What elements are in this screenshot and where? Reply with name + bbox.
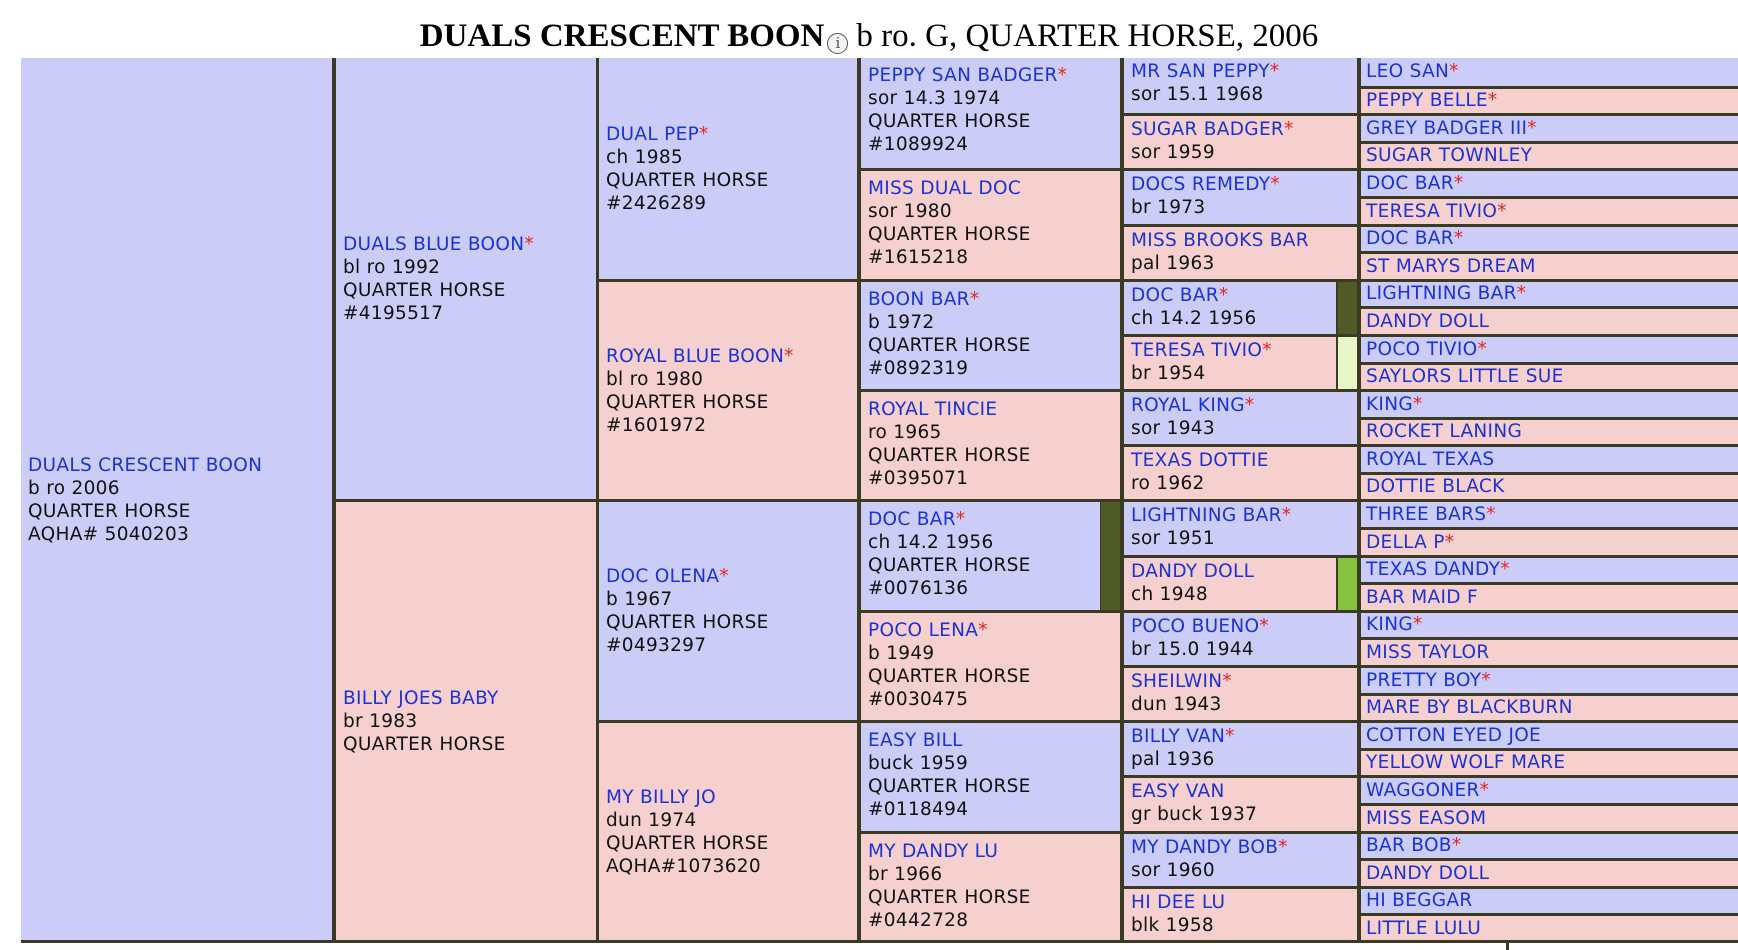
horse-color-year: b ro 2006 bbox=[28, 477, 120, 499]
horse-name-line bbox=[868, 398, 1120, 421]
horse-breed: QUARTER HORSE bbox=[343, 734, 506, 755]
ancestor-cell-gen5-st-marys-dream bbox=[1361, 254, 1738, 279]
horse-name-link[interactable]: SUGAR TOWNLEY bbox=[1366, 145, 1533, 166]
ancestor-cell-gen5-texas-dandy bbox=[1361, 558, 1738, 582]
horse-name-line bbox=[868, 177, 1120, 200]
registered-star-marker: * bbox=[1278, 837, 1288, 858]
horse-name-link[interactable]: DUAL PEP bbox=[606, 123, 700, 145]
ancestor-cell-gen3-peppy-san-badger bbox=[861, 58, 1120, 168]
horse-name-link[interactable]: DOC OLENA bbox=[606, 566, 720, 587]
inbreeding-indicator-bar bbox=[1338, 337, 1357, 389]
horse-name-link[interactable]: DANDY DOLL bbox=[1131, 561, 1255, 582]
horse-registration-number: #0030475 bbox=[868, 689, 969, 710]
ancestor-cell-gen4-texas-dottie bbox=[1124, 447, 1357, 499]
horse-name-link[interactable]: TEXAS DOTTIE bbox=[1131, 450, 1269, 471]
horse-name-line bbox=[1366, 366, 1564, 388]
horse-name-link[interactable]: HI DEE LU bbox=[1131, 892, 1226, 913]
ancestor-cell-gen4-easy-van bbox=[1124, 778, 1357, 831]
horse-name-link[interactable]: LIGHTNING BAR bbox=[1366, 283, 1517, 304]
ancestor-cell-gen3-my-dandy-lu bbox=[861, 834, 1120, 941]
horse-breed: QUARTER HORSE bbox=[606, 391, 769, 413]
title-horse-details: b ro. G, QUARTER HORSE, 2006 bbox=[856, 18, 1319, 54]
horse-breed: QUARTER HORSE bbox=[868, 887, 1031, 908]
horse-name-line bbox=[606, 123, 857, 146]
horse-name-line bbox=[1366, 697, 1573, 719]
horse-name-link[interactable]: MISS DUAL DOC bbox=[868, 178, 1022, 199]
inbreeding-indicator-bar bbox=[1338, 558, 1357, 610]
horse-name-line bbox=[1131, 560, 1336, 583]
ancestor-cell-gen5-poco-tivio bbox=[1361, 337, 1738, 362]
horse-name-line bbox=[343, 687, 596, 710]
horse-name-line bbox=[1366, 532, 1454, 554]
ancestor-cell-gen2-dual-pep bbox=[599, 58, 857, 279]
registered-star-marker: * bbox=[1412, 614, 1423, 635]
horse-breed: QUARTER HORSE bbox=[868, 224, 1031, 245]
horse-name-link[interactable]: HI BEGGAR bbox=[1366, 890, 1473, 911]
horse-color-year: sor 14.3 1974 bbox=[868, 88, 1001, 109]
horse-name-line bbox=[1366, 90, 1497, 112]
horse-name-link[interactable]: MISS TAYLOR bbox=[1366, 641, 1490, 663]
horse-color-year: dun 1943 bbox=[1131, 694, 1222, 715]
registered-star-marker: * bbox=[1453, 228, 1464, 249]
horse-name-line bbox=[1131, 725, 1357, 748]
registered-star-marker: * bbox=[1262, 340, 1272, 361]
ancestor-cell-gen5-grey-badger-iii bbox=[1361, 116, 1738, 141]
horse-name-link[interactable]: SUGAR BADGER bbox=[1131, 119, 1285, 140]
horse-color-year: b 1967 bbox=[606, 589, 673, 610]
horse-breed: QUARTER HORSE bbox=[868, 445, 1031, 466]
horse-breed: QUARTER HORSE bbox=[868, 666, 1031, 687]
ancestor-cell-gen3-boon-bar bbox=[861, 282, 1120, 389]
horse-name-link[interactable]: LITTLE LULU bbox=[1366, 917, 1482, 939]
pedigree-chart bbox=[21, 58, 1738, 943]
registered-star-marker: * bbox=[969, 289, 980, 310]
title-horse-name: DUALS CRESCENT BOON bbox=[419, 18, 825, 54]
horse-color-year: sor 1959 bbox=[1131, 142, 1215, 163]
horse-name-link[interactable]: DANDY DOLL bbox=[1366, 310, 1490, 332]
horse-breed: QUARTER HORSE bbox=[868, 555, 1031, 576]
horse-name-line bbox=[868, 508, 1100, 531]
horse-name-link[interactable]: PEPPY SAN BADGER bbox=[868, 65, 1058, 86]
registered-star-marker: * bbox=[1497, 200, 1507, 222]
horse-name-link[interactable]: GREY BADGER III bbox=[1366, 117, 1528, 139]
ancestor-cell-gen5-miss-taylor bbox=[1361, 640, 1738, 665]
ancestor-cell-gen5-cotton-eyed-joe bbox=[1361, 723, 1738, 748]
registered-star-marker: * bbox=[1284, 119, 1294, 140]
registered-star-marker: * bbox=[1481, 669, 1491, 691]
horse-name-line bbox=[868, 840, 1120, 863]
ancestor-cell-gen4-hi-dee-lu bbox=[1124, 889, 1357, 941]
horse-name-line bbox=[1131, 615, 1357, 638]
horse-color-year: sor 1960 bbox=[1131, 860, 1215, 881]
horse-color-year: ch 14.2 1956 bbox=[868, 532, 994, 553]
ancestor-cell-gen4-miss-brooks-bar bbox=[1124, 227, 1357, 279]
inbreeding-indicator-bar bbox=[1338, 282, 1357, 334]
ancestor-cell-gen4-lightning-bar bbox=[1124, 502, 1357, 555]
horse-color-year: sor 1980 bbox=[868, 201, 952, 222]
ancestor-cell-gen5-dottie-black bbox=[1361, 475, 1738, 499]
horse-name-link[interactable]: LIGHTNING BAR bbox=[1131, 505, 1282, 526]
ancestor-cell-gen5-saylors-little-sue bbox=[1361, 365, 1738, 389]
horse-name-line bbox=[1366, 835, 1461, 857]
registered-star-marker: * bbox=[1057, 65, 1068, 86]
horse-name-line bbox=[1366, 449, 1494, 471]
ancestor-cell-gen5-king bbox=[1361, 392, 1738, 417]
horse-color-year: ch 1948 bbox=[1131, 584, 1208, 605]
horse-registration-number: #1601972 bbox=[606, 414, 707, 436]
horse-name-link[interactable]: TERESA TIVIO bbox=[1131, 340, 1263, 361]
page-title bbox=[0, 18, 1738, 55]
horse-color-year: buck 1959 bbox=[868, 753, 969, 774]
ancestor-cell-gen5-bar-bob bbox=[1361, 834, 1738, 858]
horse-name-line bbox=[28, 454, 332, 477]
horse-name-line bbox=[1366, 642, 1490, 664]
horse-name-link[interactable]: DUALS BLUE BOON bbox=[343, 233, 525, 255]
horse-name-link[interactable]: BILLY JOES BABY bbox=[343, 688, 499, 709]
registered-star-marker: * bbox=[1449, 61, 1459, 82]
registered-star-marker: * bbox=[1451, 835, 1462, 856]
horse-name-line bbox=[1131, 229, 1357, 252]
horse-name-line bbox=[1366, 670, 1491, 692]
horse-registration-number: #1615218 bbox=[868, 247, 969, 268]
horse-name-line bbox=[606, 786, 857, 809]
ancestor-cell-gen5-yellow-wolf-mare bbox=[1361, 751, 1738, 775]
registered-star-marker: * bbox=[955, 509, 966, 530]
horse-name-link[interactable]: BILLY VAN bbox=[1131, 726, 1226, 747]
horse-color-year: blk 1958 bbox=[1131, 915, 1214, 936]
horse-registration-number: #0442728 bbox=[868, 910, 969, 931]
horse-name-link[interactable]: ST MARYS DREAM bbox=[1366, 255, 1536, 277]
bottom-divider bbox=[21, 940, 1738, 943]
registered-star-marker: * bbox=[524, 233, 534, 255]
registered-star-marker: * bbox=[1259, 616, 1269, 637]
horse-name-link[interactable]: DOC BAR bbox=[1131, 285, 1219, 306]
horse-name-link[interactable]: BAR BOB bbox=[1366, 835, 1452, 856]
horse-name-link[interactable]: LEO SAN bbox=[1366, 61, 1450, 82]
ancestor-cell-gen4-poco-bueno bbox=[1124, 613, 1357, 665]
horse-color-year: b 1972 bbox=[868, 312, 935, 333]
ancestor-cell-gen2-my-billy-jo bbox=[599, 723, 857, 941]
horse-color-year: br 1973 bbox=[1131, 197, 1206, 218]
horse-name-link[interactable]: SAYLORS LITTLE SUE bbox=[1366, 366, 1564, 387]
ancestor-cell-gen3-doc-bar bbox=[861, 502, 1100, 610]
horse-name-line bbox=[1131, 60, 1357, 83]
horse-name-line bbox=[1366, 504, 1496, 526]
horse-registration-number: #0395071 bbox=[868, 468, 969, 489]
horse-registration-number: #0076136 bbox=[868, 578, 969, 599]
horse-name-line bbox=[1366, 614, 1423, 636]
ancestor-cell-gen4-sheilwin bbox=[1124, 668, 1357, 720]
horse-name-link[interactable]: ROYAL KING bbox=[1131, 395, 1245, 416]
horse-name-line bbox=[868, 729, 1120, 752]
horse-breed: QUARTER HORSE bbox=[606, 833, 769, 854]
horse-name-link[interactable]: MY DANDY LU bbox=[868, 841, 999, 862]
horse-name-line bbox=[343, 233, 596, 256]
horse-name-line bbox=[1366, 311, 1489, 333]
horse-name-line bbox=[1366, 173, 1463, 195]
registered-star-marker: * bbox=[1453, 172, 1464, 194]
ancestor-cell-gen3-poco-lena bbox=[861, 613, 1120, 720]
horse-name-line bbox=[868, 619, 1120, 642]
horse-name-link[interactable]: MY BILLY JO bbox=[606, 787, 716, 808]
ancestor-cell-gen4-teresa-tivio bbox=[1124, 337, 1336, 389]
horse-breed: QUARTER HORSE bbox=[868, 111, 1031, 132]
bottom-divider-tick bbox=[1506, 940, 1509, 950]
registered-star-marker: * bbox=[1412, 393, 1423, 415]
ancestor-cell-gen5-peppy-belle bbox=[1361, 89, 1738, 113]
ancestor-cell-gen3-easy-bill bbox=[861, 723, 1120, 831]
ancestor-cell-gen2-doc-olena bbox=[599, 502, 857, 720]
horse-color-year: ro 1965 bbox=[868, 422, 942, 443]
horse-name-line bbox=[1366, 780, 1489, 802]
ancestor-cell-gen5-king bbox=[1361, 613, 1738, 637]
inbreeding-indicator-bar bbox=[1101, 502, 1120, 610]
ancestor-cell-gen5-dandy-doll bbox=[1361, 861, 1738, 886]
info-circle-icon[interactable]: i bbox=[827, 33, 848, 54]
ancestor-cell-gen3-royal-tincie bbox=[861, 392, 1120, 499]
horse-name-line bbox=[1366, 808, 1486, 830]
ancestor-cell-gen5-waggoner bbox=[1361, 778, 1738, 803]
horse-name-link[interactable]: POCO TIVIO bbox=[1366, 338, 1478, 360]
horse-name-link[interactable]: DOC BAR bbox=[868, 509, 956, 530]
ancestor-cell-gen5-little-lulu bbox=[1361, 916, 1738, 941]
horse-color-year: sor 1951 bbox=[1131, 528, 1215, 549]
horse-name-line bbox=[1366, 587, 1478, 609]
horse-name-link[interactable]: DANDY DOLL bbox=[1366, 862, 1490, 884]
horse-name-line bbox=[1131, 284, 1336, 307]
horse-name-link[interactable]: PRETTY BOY bbox=[1366, 669, 1482, 691]
horse-name-line bbox=[606, 565, 857, 588]
horse-registration-number: #4195517 bbox=[343, 302, 444, 324]
horse-name-line bbox=[1131, 118, 1357, 141]
horse-name-line bbox=[1366, 394, 1423, 416]
horse-color-year: sor 1943 bbox=[1131, 418, 1215, 439]
registered-star-marker: * bbox=[1218, 285, 1229, 306]
horse-breed: QUARTER HORSE bbox=[606, 612, 769, 633]
horse-name-line bbox=[1366, 918, 1481, 940]
horse-name-line bbox=[868, 64, 1120, 87]
horse-registration-number: AQHA#1073620 bbox=[606, 856, 761, 877]
ancestor-cell-gen4-mr-san-peppy bbox=[1124, 58, 1357, 113]
registered-star-marker: * bbox=[1486, 503, 1496, 525]
registered-star-marker: * bbox=[1281, 505, 1292, 526]
horse-breed: QUARTER HORSE bbox=[28, 500, 191, 522]
horse-name-line bbox=[1131, 339, 1336, 362]
horse-name-link[interactable]: SHEILWIN bbox=[1131, 671, 1223, 692]
horse-color-year: dun 1974 bbox=[606, 810, 697, 831]
ancestor-cell-gen5-doc-bar bbox=[1361, 171, 1738, 196]
horse-color-year: br 1954 bbox=[1131, 363, 1206, 384]
ancestor-cell-gen2-royal-blue-boon bbox=[599, 282, 857, 499]
ancestor-cell-gen4-royal-king bbox=[1124, 392, 1357, 444]
horse-name-line bbox=[1366, 863, 1489, 885]
horse-registration-number: #0118494 bbox=[868, 799, 969, 820]
registered-star-marker: * bbox=[784, 345, 794, 367]
horse-name-link[interactable]: MISS EASOM bbox=[1366, 807, 1487, 829]
horse-name-line bbox=[1131, 394, 1357, 417]
registered-star-marker: * bbox=[1479, 779, 1490, 801]
horse-registration-number: #1089924 bbox=[868, 134, 969, 155]
horse-registration-number: AQHA# 5040203 bbox=[28, 523, 190, 545]
ancestor-cell-gen4-docs-remedy bbox=[1124, 171, 1357, 224]
horse-name-link[interactable]: DOTTIE BLACK bbox=[1366, 476, 1505, 497]
horse-breed: QUARTER HORSE bbox=[343, 279, 506, 301]
horse-registration-number: #2426289 bbox=[606, 192, 707, 214]
horse-name-line bbox=[1366, 256, 1536, 278]
horse-name-line bbox=[1366, 61, 1459, 83]
horse-color-year: ch 1985 bbox=[606, 146, 683, 168]
ancestor-cell-gen5-sugar-townley bbox=[1361, 144, 1738, 168]
horse-name-line bbox=[1131, 504, 1357, 527]
ancestor-cell-gen5-pretty-boy bbox=[1361, 668, 1738, 693]
horse-color-year: bl ro 1992 bbox=[343, 256, 441, 278]
horse-name-link[interactable]: ROYAL BLUE BOON bbox=[606, 345, 785, 367]
ancestor-cell-gen5-lightning-bar bbox=[1361, 282, 1738, 306]
horse-name-link[interactable]: TEXAS DANDY bbox=[1366, 559, 1501, 580]
ancestor-cell-gen5-royal-texas bbox=[1361, 447, 1738, 472]
ancestor-cell-gen5-leo-san bbox=[1361, 58, 1738, 86]
horse-name-line bbox=[1366, 559, 1510, 581]
registered-star-marker: * bbox=[1477, 338, 1488, 360]
registered-star-marker: * bbox=[1270, 174, 1280, 195]
horse-color-year: bl ro 1980 bbox=[606, 368, 704, 390]
horse-color-year: b 1949 bbox=[868, 643, 935, 664]
horse-name-link[interactable]: ROYAL TINCIE bbox=[868, 399, 998, 420]
horse-name-link[interactable]: DOCS REMEDY bbox=[1131, 174, 1271, 195]
ancestor-cell-gen5-bar-maid-f bbox=[1361, 585, 1738, 610]
horse-name-link[interactable]: YELLOW WOLF MARE bbox=[1366, 752, 1566, 773]
horse-color-year: br 1983 bbox=[343, 711, 418, 732]
horse-name-link[interactable]: DOC BAR bbox=[1366, 228, 1454, 249]
horse-name-line bbox=[1366, 145, 1532, 167]
horse-name-link[interactable]: MARE BY BLACKBURN bbox=[1366, 697, 1573, 718]
horse-name-link[interactable]: WAGGONER bbox=[1366, 779, 1480, 801]
horse-name-link[interactable]: TERESA TIVIO bbox=[1366, 200, 1498, 222]
horse-name-line bbox=[606, 345, 857, 368]
horse-color-year: sor 15.1 1968 bbox=[1131, 84, 1264, 105]
horse-name-link[interactable]: MR SAN PEPPY bbox=[1131, 61, 1270, 82]
horse-name-line bbox=[1366, 752, 1565, 774]
horse-name-line bbox=[1366, 339, 1487, 361]
ancestor-cell-gen1-duals-blue-boon bbox=[336, 58, 596, 499]
horse-name-link[interactable]: POCO LENA bbox=[868, 620, 979, 641]
registered-star-marker: * bbox=[699, 123, 709, 145]
ancestor-cell-gen4-my-dandy-bob bbox=[1124, 834, 1357, 886]
horse-color-year: ro 1962 bbox=[1131, 473, 1205, 494]
horse-name-line bbox=[1131, 891, 1357, 914]
horse-name-line bbox=[1366, 118, 1537, 140]
horse-color-year: pal 1963 bbox=[1131, 253, 1215, 274]
horse-name-link[interactable]: EASY BILL bbox=[868, 730, 963, 751]
horse-name-link[interactable]: THREE BARS bbox=[1366, 503, 1487, 525]
horse-name-link[interactable]: BOON BAR bbox=[868, 289, 970, 310]
horse-name-link[interactable]: DOC BAR bbox=[1366, 172, 1454, 194]
ancestor-cell-gen4-doc-bar bbox=[1124, 282, 1336, 334]
horse-name-line bbox=[1366, 283, 1526, 305]
horse-name-link[interactable]: BAR MAID F bbox=[1366, 586, 1478, 608]
registered-star-marker: * bbox=[1269, 61, 1280, 82]
ancestor-cell-gen5-doc-bar bbox=[1361, 227, 1738, 251]
ancestor-cell-gen5-mare-by-blackburn bbox=[1361, 696, 1738, 720]
horse-breed: QUARTER HORSE bbox=[868, 335, 1031, 356]
horse-color-year: pal 1936 bbox=[1131, 749, 1215, 770]
horse-name-line bbox=[1366, 476, 1505, 498]
horse-name-link[interactable]: KING bbox=[1366, 614, 1413, 635]
registered-star-marker: * bbox=[1225, 726, 1235, 747]
horse-name-link[interactable]: ROYAL TEXAS bbox=[1366, 448, 1495, 470]
registered-star-marker: * bbox=[1527, 117, 1537, 139]
horse-name-line bbox=[1366, 201, 1507, 223]
horse-name-line bbox=[1366, 725, 1541, 747]
subject-horse-cell bbox=[21, 58, 332, 941]
ancestor-cell-gen4-sugar-badger bbox=[1124, 116, 1357, 168]
registered-star-marker: * bbox=[1244, 395, 1255, 416]
horse-registration-number: #0493297 bbox=[606, 635, 707, 656]
horse-name-line bbox=[1131, 836, 1357, 859]
horse-name-link[interactable]: POCO BUENO bbox=[1131, 616, 1260, 637]
horse-color-year: br 15.0 1944 bbox=[1131, 639, 1254, 660]
horse-name-link[interactable]: ROCKET LANING bbox=[1366, 421, 1523, 442]
horse-color-year: gr buck 1937 bbox=[1131, 804, 1258, 825]
ancestor-cell-gen5-teresa-tivio bbox=[1361, 199, 1738, 224]
registered-star-marker: * bbox=[719, 566, 729, 587]
registered-star-marker: * bbox=[1444, 531, 1455, 553]
horse-name-link[interactable]: MY DANDY BOB bbox=[1131, 837, 1279, 858]
ancestor-cell-gen1-billy-joes-baby bbox=[336, 502, 596, 941]
horse-name-link[interactable]: EASY VAN bbox=[1131, 781, 1225, 802]
horse-breed: QUARTER HORSE bbox=[868, 776, 1031, 797]
horse-name-link[interactable]: KING bbox=[1366, 393, 1413, 415]
horse-name-line bbox=[1366, 890, 1473, 912]
registered-star-marker: * bbox=[1500, 559, 1510, 580]
registered-star-marker: * bbox=[978, 620, 988, 641]
horse-color-year: br 1966 bbox=[868, 864, 943, 885]
horse-registration-number: #0892319 bbox=[868, 358, 969, 379]
ancestor-cell-gen5-three-bars bbox=[1361, 502, 1738, 527]
horse-name-line bbox=[1366, 228, 1463, 250]
ancestor-cell-gen5-rocket-laning bbox=[1361, 420, 1738, 444]
ancestor-cell-gen5-della-p bbox=[1361, 530, 1738, 555]
horse-name-link[interactable]: MISS BROOKS BAR bbox=[1131, 230, 1309, 251]
ancestor-cell-gen5-dandy-doll bbox=[1361, 309, 1738, 334]
horse-name-line bbox=[1131, 670, 1357, 693]
horse-name-link[interactable]: PEPPY BELLE bbox=[1366, 90, 1488, 111]
horse-color-year: ch 14.2 1956 bbox=[1131, 308, 1257, 329]
ancestor-cell-gen5-hi-beggar bbox=[1361, 889, 1738, 913]
ancestor-cell-gen4-dandy-doll bbox=[1124, 558, 1336, 610]
horse-name-line bbox=[1131, 173, 1357, 196]
horse-name-line bbox=[1131, 449, 1357, 472]
horse-breed: QUARTER HORSE bbox=[606, 169, 769, 191]
registered-star-marker: * bbox=[1516, 283, 1527, 304]
ancestor-cell-gen5-miss-easom bbox=[1361, 806, 1738, 831]
ancestor-cell-gen4-billy-van bbox=[1124, 723, 1357, 775]
ancestor-cell-gen3-miss-dual-doc bbox=[861, 171, 1120, 279]
horse-name-link[interactable]: DELLA P bbox=[1366, 531, 1445, 553]
horse-name-line bbox=[868, 288, 1120, 311]
registered-star-marker: * bbox=[1487, 90, 1498, 111]
horse-name-link[interactable]: DUALS CRESCENT BOON bbox=[28, 454, 263, 476]
horse-name-line bbox=[1366, 421, 1522, 443]
registered-star-marker: * bbox=[1222, 671, 1232, 692]
horse-name-line bbox=[1131, 780, 1357, 803]
horse-name-link[interactable]: COTTON EYED JOE bbox=[1366, 724, 1542, 746]
